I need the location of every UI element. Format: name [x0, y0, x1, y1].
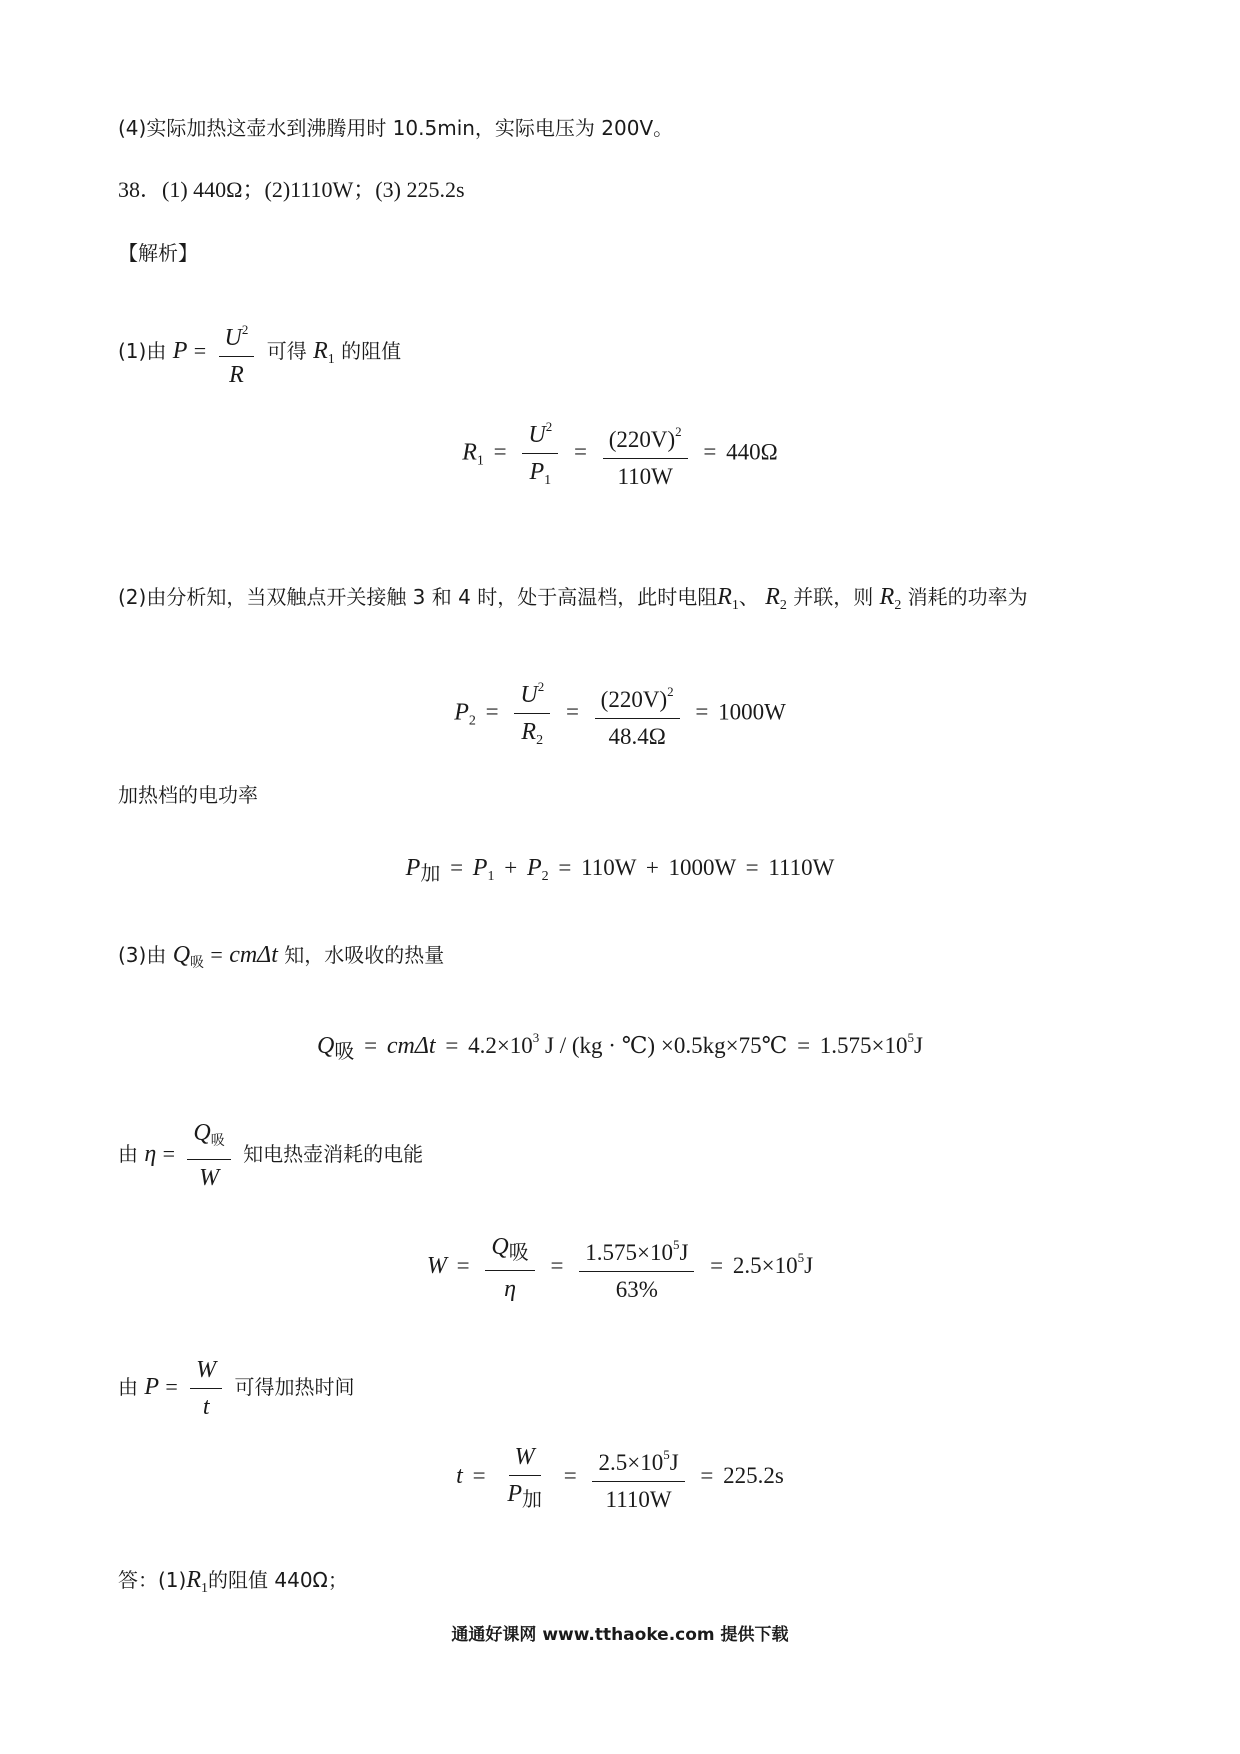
equals-sign: = [550, 1252, 564, 1278]
step-4-prefix: (3)由 [118, 943, 167, 967]
answer-tail: 的阻值 440Ω； [208, 1568, 348, 1592]
superscript: 5 [907, 1030, 915, 1045]
step-2-prefix: (2)由分析知，当双触点开关接触 3 和 4 时，处于高温档，此时电阻 [118, 585, 718, 609]
equals-sign: = [797, 1033, 811, 1058]
step-2-mid: 并联，则 [793, 585, 874, 609]
step-1-suffix: 可得 [266, 339, 307, 363]
subscript: 加 [420, 861, 441, 885]
var-p: P [172, 338, 188, 364]
equals-sign: = [472, 1462, 486, 1488]
superscript: 2 [667, 683, 674, 699]
var-u: U [528, 422, 546, 448]
var-eta: η [504, 1275, 517, 1302]
var-p: P [529, 459, 545, 485]
separator: 、 [738, 585, 759, 609]
var-w: W [426, 1252, 447, 1279]
var-w: W [196, 1357, 217, 1383]
final-answer-text [118, 1565, 348, 1604]
subscript: 2 [541, 869, 549, 884]
analysis-label: 【解析】 [118, 241, 198, 265]
var-t: t [202, 1394, 210, 1420]
equation-p2 [0, 672, 1240, 756]
fraction-u2-over-r2 [514, 672, 550, 756]
step-1-tail: 的阻值 [341, 339, 402, 363]
equals-sign: = [193, 338, 207, 363]
fraction-q-over-w [187, 1118, 230, 1193]
numerator-value: 2.5×10 [598, 1450, 664, 1475]
value-1000w: 1000W [668, 855, 736, 880]
fraction-values [579, 1230, 694, 1305]
var-q: Q [317, 1033, 335, 1059]
equals-sign: = [700, 1462, 714, 1488]
var-r: R [462, 439, 477, 466]
var-p1: P [472, 855, 488, 881]
subscript: 吸 [508, 1239, 529, 1264]
value-110w: 110W [581, 855, 637, 880]
step-5-text [118, 1118, 423, 1193]
step-5-tail: 知电热壶消耗的电能 [243, 1142, 424, 1166]
superscript: 2 [241, 322, 249, 337]
mass-value: 0.5kg [673, 1033, 726, 1058]
equals-sign: = [210, 942, 223, 967]
times-sign: × [725, 1033, 739, 1058]
times-sign: × [660, 1033, 674, 1058]
var-r2-again: R [879, 584, 895, 610]
denominator-value: 1110W [605, 1487, 672, 1512]
var-cm-delta-t: cmΔt [386, 1033, 436, 1059]
equation-q [0, 1030, 1240, 1064]
step-4-text [118, 940, 444, 978]
step-4-tail: 知，水吸收的热量 [284, 943, 445, 967]
fraction-u2-over-p1 [522, 412, 558, 496]
step-1-prefix: (1)由 [118, 339, 167, 363]
equals-sign: = [445, 1033, 459, 1058]
var-q: Q [491, 1233, 509, 1260]
var-p: P [454, 699, 469, 726]
fraction-q-over-eta [485, 1232, 534, 1304]
specific-heat-unit: J / (kg · ℃) [545, 1033, 656, 1058]
equals-sign: = [493, 439, 507, 465]
answer-header: 38．(1) 440Ω；(2)1110W；(3) 225.2s [118, 177, 465, 202]
step-3-text: 加热档的电功率 [118, 783, 258, 807]
var-w: W [514, 1443, 535, 1470]
equals-sign: = [485, 699, 499, 725]
fraction-values [595, 677, 680, 752]
equation-r1 [0, 412, 1240, 496]
subscript: 1 [327, 352, 335, 367]
fraction-values [603, 417, 688, 492]
superscript: 2 [675, 423, 682, 439]
var-cm-delta-t: cmΔt [229, 942, 278, 968]
question-4-text: (4)实际加热这壶水到沸腾用时 10.5min，实际电压为 200V。 [118, 116, 674, 140]
equals-sign: = [710, 1252, 724, 1278]
subscript: 2 [779, 598, 787, 613]
equals-sign: = [703, 439, 717, 465]
result-unit: J [804, 1252, 814, 1278]
var-p2: P [526, 855, 542, 881]
var-t: t [456, 1462, 463, 1489]
var-u: U [520, 682, 538, 708]
fraction-u2-over-r [219, 315, 255, 390]
equation-w [0, 1230, 1240, 1305]
plus-sign: + [645, 855, 659, 880]
step-6-text [118, 1355, 355, 1422]
subscript: 1 [487, 869, 495, 884]
superscript: 2 [537, 679, 545, 694]
subscript: 加 [521, 1486, 542, 1511]
numerator-value: (220V) [600, 686, 668, 712]
var-q: Q [172, 942, 191, 968]
equals-sign: = [695, 699, 709, 725]
equals-sign: = [165, 1374, 178, 1399]
denominator-value: 63% [615, 1277, 658, 1302]
denominator-value: 110W [617, 463, 673, 489]
result-value: 440Ω [726, 439, 778, 465]
subscript: 1 [731, 598, 739, 613]
subscript: 1 [476, 453, 484, 469]
var-r1: R [313, 338, 328, 364]
equals-sign: = [456, 1252, 470, 1278]
equals-sign: = [574, 439, 587, 465]
equals-sign: = [745, 855, 759, 880]
subscript: 2 [894, 598, 902, 613]
var-r: R [521, 719, 537, 745]
equals-sign: = [450, 855, 464, 880]
subscript: 吸 [210, 1133, 225, 1149]
step-1-text [118, 315, 401, 390]
var-eta: η [144, 1141, 157, 1167]
step-2-tail: 消耗的功率为 [907, 585, 1028, 609]
var-r: R [229, 362, 244, 388]
equals-sign: = [563, 1462, 577, 1488]
superscript: 3 [532, 1030, 540, 1045]
delta-t-value: 75℃ [738, 1033, 788, 1058]
equals-sign: = [558, 855, 572, 880]
superscript: 5 [663, 1447, 670, 1462]
step-5-prefix: 由 [118, 1142, 138, 1166]
subscript: 吸 [334, 1039, 355, 1063]
fraction-w-over-t [190, 1355, 222, 1422]
var-p: P [144, 1374, 160, 1400]
equals-sign: = [364, 1033, 378, 1058]
var-w: W [199, 1165, 220, 1191]
fraction-w-over-p [501, 1442, 548, 1514]
numerator-unit: J [679, 1240, 689, 1265]
superscript: 5 [672, 1237, 680, 1252]
var-u: U [224, 325, 242, 351]
subscript: 1 [201, 1581, 209, 1596]
result-value: 1000W [718, 699, 786, 725]
var-q: Q [193, 1120, 211, 1146]
equals-sign: = [565, 699, 579, 725]
subscript: 2 [468, 713, 476, 729]
subscript: 2 [536, 733, 544, 748]
specific-heat: 4.2×10 [468, 1033, 533, 1058]
step-6-tail: 可得加热时间 [234, 1375, 355, 1399]
page-footer: 通通好课网 www.tthaoke.com 提供下载 [451, 1625, 789, 1645]
equals-sign: = [162, 1141, 176, 1166]
denominator-value: 48.4Ω [608, 723, 666, 749]
equation-t [0, 1440, 1240, 1515]
numerator-value: 1.575×10 [585, 1240, 673, 1265]
result-value: 1.575×10 [819, 1033, 908, 1058]
superscript: 5 [797, 1249, 805, 1265]
equation-p-heat [0, 855, 1240, 886]
var-r1: R [186, 1567, 202, 1593]
var-p: P [405, 855, 421, 881]
step-2-text [118, 582, 1028, 621]
answer-prefix: 答：(1) [118, 1568, 187, 1592]
plus-sign: + [504, 855, 518, 880]
numerator-value: (220V) [608, 426, 676, 452]
result-value: 1110W [768, 855, 835, 880]
result-value: 225.2s [723, 1462, 784, 1488]
subscript: 吸 [190, 955, 205, 971]
numerator-unit: J [669, 1450, 679, 1475]
subscript: 1 [544, 473, 552, 488]
var-p: P [507, 1480, 522, 1507]
var-r1: R [717, 584, 732, 610]
result-value: 2.5×10 [732, 1252, 798, 1278]
fraction-values [592, 1440, 684, 1515]
superscript: 2 [545, 419, 553, 434]
step-6-prefix: 由 [118, 1375, 138, 1399]
var-r2: R [765, 584, 780, 610]
result-unit: J [914, 1033, 923, 1058]
